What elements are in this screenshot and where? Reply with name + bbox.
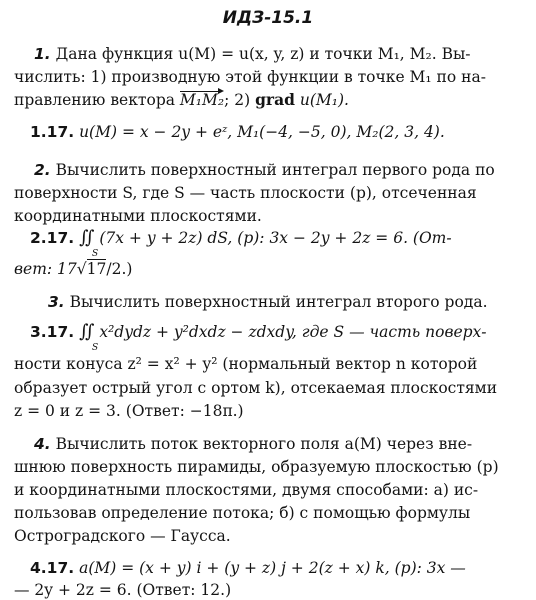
variant-4-17 — [30, 558, 466, 578]
task1-line3-sep: ; 2) — [224, 91, 256, 109]
variant-formula: x²dydz + y²dxdz − zdxdy, где S — часть поверх- — [99, 323, 487, 341]
integral-subscript: S — [92, 249, 99, 259]
variant-number: 2.17. — [30, 229, 75, 247]
answer-end: /2.) — [106, 260, 133, 278]
sqrt-sign: √ — [76, 260, 87, 278]
task1-text-line1: Дана функция u(M) = u(x, y, z) и точки M₁, M₂. Вы- — [55, 45, 471, 63]
task1-line1 — [34, 44, 471, 64]
variant-formula: u(M) = x − 2y + eᶻ, M₁(−4, −5, 0), M₂(2, 3, 4). — [79, 123, 445, 141]
sqrt-radicand: 17 — [86, 260, 107, 278]
task2-answer — [14, 259, 132, 279]
variant-number: 3.17. — [30, 323, 75, 341]
task2-line2: поверхности S, где S — часть плоскости (p), отсеченная — [14, 184, 477, 202]
task1-line3 — [14, 90, 349, 110]
variant-number: 4.17. — [30, 559, 75, 577]
variant-3-17 — [30, 322, 487, 342]
task1-line3-end: u(M₁). — [294, 91, 349, 109]
task2-number: 2. — [34, 161, 51, 179]
task3-line4: z = 0 и z = 3. (Ответ: −18π.) — [14, 402, 244, 420]
answer-text: вет: 17 — [14, 260, 77, 278]
variant-formula: (7x + y + 2z) dS, (p): 3x − 2y + 2z = 6. (От- — [99, 229, 452, 247]
task4-line2: шнюю поверхность пирамиды, образуемую плоскостью (p) — [14, 458, 499, 476]
task4-text-line1: Вычислить поток векторного поля a(M) через вне- — [55, 435, 473, 453]
variant-1-17 — [30, 122, 445, 142]
task4-number: 4. — [34, 435, 51, 453]
variant-formula: a(M) = (x + y) i + (y + z) j + 2(z + x) k, (p): 3x — — [79, 559, 466, 577]
task3-number: 3. — [48, 293, 65, 311]
task2-line3: координатными плоскостями. — [14, 207, 262, 225]
task4-line3: и координатными плоскостями, двумя способами: а) ис- — [14, 481, 479, 499]
task1-line3-text: правлению вектора — [14, 91, 180, 109]
vector-m1m2: M₁M₂ — [179, 91, 225, 109]
double-integral-sign: ∬ — [79, 321, 95, 342]
integral-subscript: S — [92, 343, 99, 353]
task4-line1 — [34, 434, 472, 454]
grad-operator: grad — [255, 90, 295, 109]
task2-text-line1: Вычислить поверхностный интеграл первого рода по — [55, 161, 495, 179]
task1-number: 1. — [34, 45, 51, 63]
variant-number: 1.17. — [30, 123, 75, 141]
variant-2-17 — [30, 228, 452, 248]
task3-text-line1: Вычислить поверхностный интеграл второго рода. — [69, 293, 488, 311]
task2-line1 — [34, 160, 495, 180]
task1-line2: числить: 1) производную этой функции в точке M₁ по на- — [14, 68, 486, 86]
task4-line4: пользовав определение потока; б) с помощью формулы — [14, 504, 471, 522]
task3-line3: образует острый угол с ортом k), отсекаемая плоскостями — [14, 379, 498, 397]
task3-line1 — [48, 292, 488, 312]
task4-line5: Остроградского — Гаусса. — [14, 527, 231, 545]
task4-line6: — 2y + 2z = 6. (Ответ: 12.) — [14, 581, 232, 599]
task3-line2: ности конуса z² = x² + y² (нормальный вектор n которой — [14, 355, 478, 373]
page-title: ИДЗ-15.1 — [222, 8, 314, 28]
double-integral-sign: ∬ — [79, 227, 95, 248]
